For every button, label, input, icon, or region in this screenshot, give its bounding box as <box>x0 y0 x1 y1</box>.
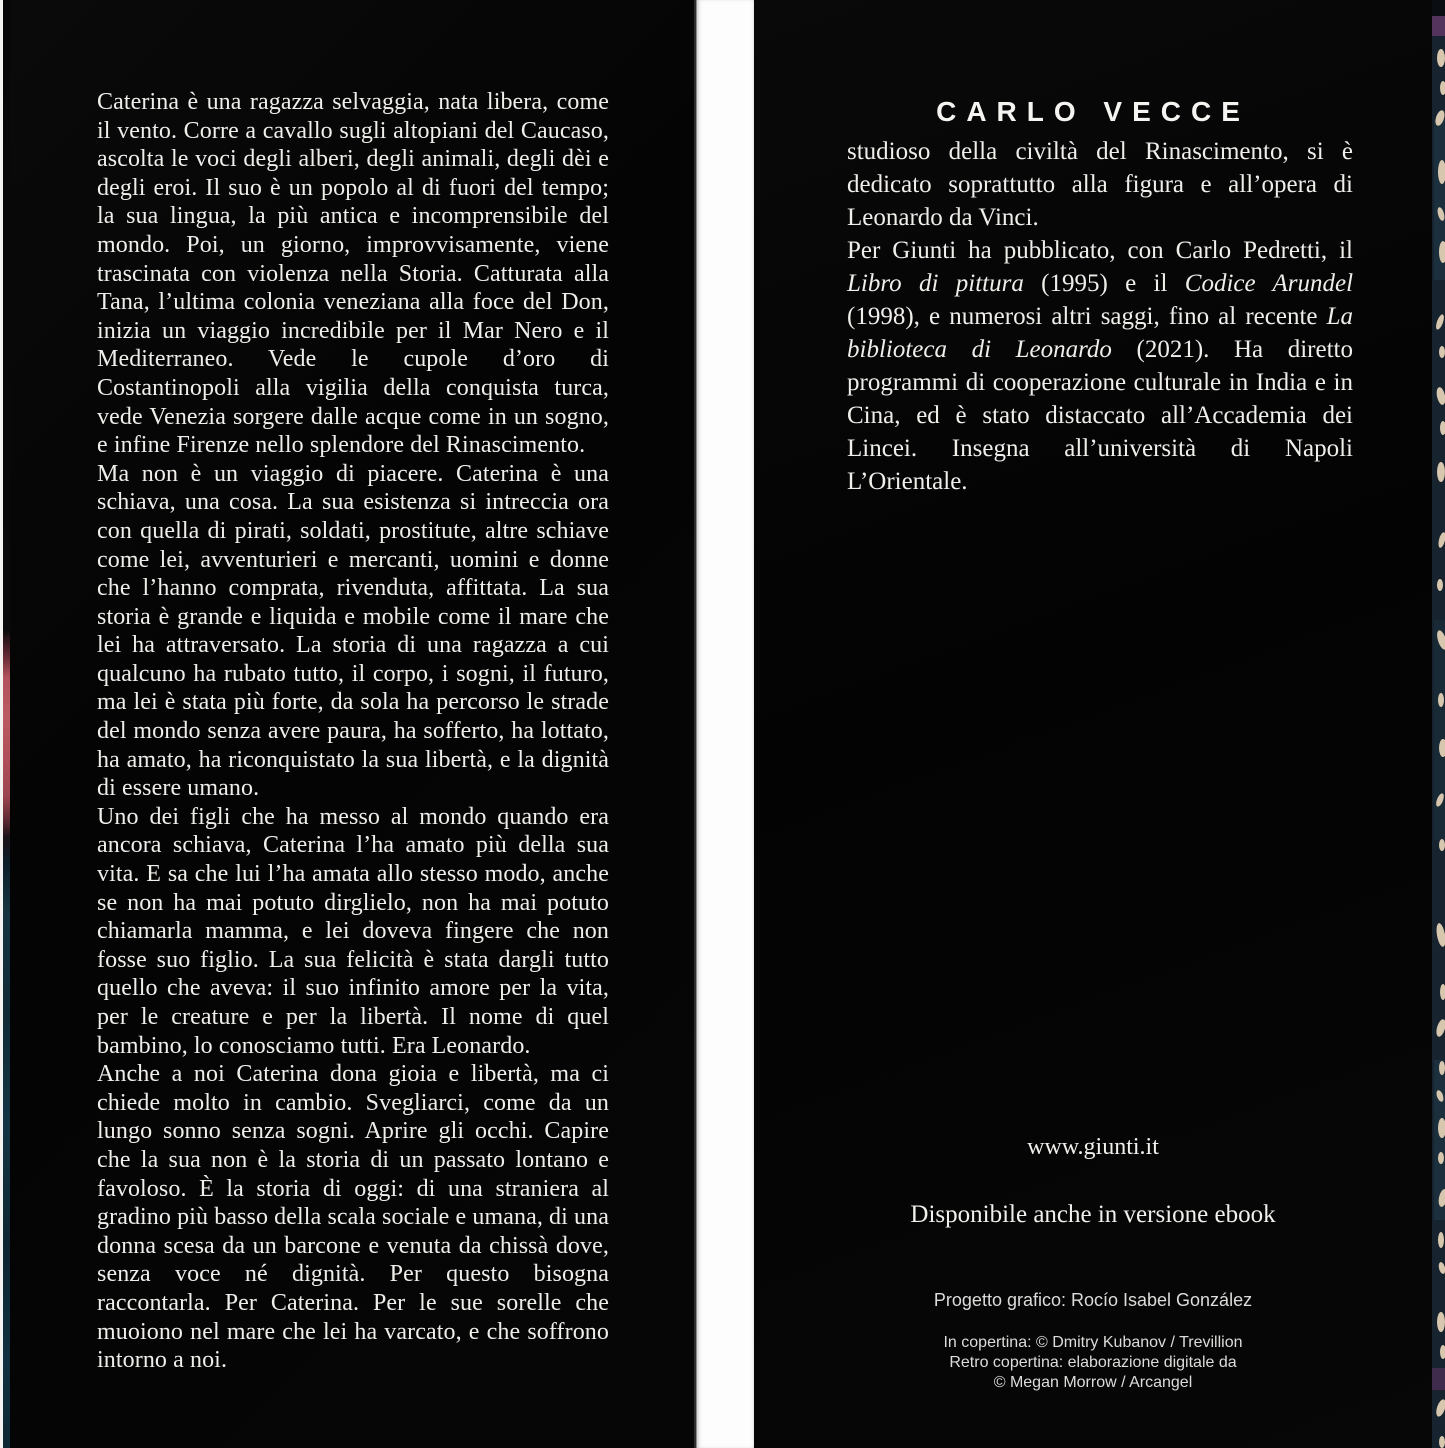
cover-spine-sliver <box>3 0 10 1448</box>
author-bio <box>847 135 1353 498</box>
back-cover-credit: Retro copertina: elaborazione digitale da <box>949 1354 1237 1371</box>
back-cover-credit: © Megan Morrow / Arcangel <box>993 1374 1193 1391</box>
author-name: CARLO VECCE <box>936 96 1250 127</box>
book-title-italic: La biblioteca di Leonardo <box>847 303 1353 363</box>
ebook-availability-note: Disponibile anche in versione ebook <box>910 1201 1276 1228</box>
center-page-gap <box>697 0 754 1448</box>
book-title-italic: Libro di pittura <box>847 270 1024 297</box>
synopsis-paragraph: Ma non è un viaggio di piacere. Caterina è una schiava, una cosa. La sua esistenza si intreccia ora con quella di pirati, soldati, prostitute, altre schiave come lei, avventurieri e mercanti, uomini e donne che l’hanno comprata, rivenduta, affittata. La sua storia è grande e liquida e mobile come il mare che lei ha attraversato. La storia di una ragazza a cui qualcuno ha rubato tutto, il corpo, i sogni, il futuro, ma lei è stata più forte, da sola ha percorso le strade del mondo senza avere paura, ha sofferto, ha lottato, ha amato, ha riconquistato la sua libertà, e la dignità di essere umano. <box>97 460 609 802</box>
bio-paragraph: Per Giunti ha pubblicato, con Carlo Pedretti, il Libro di pittura (1995) e il Codice Arundel (1998), e numerosi altri saggi, fino al recente La biblioteca di Leonardo (2021). Ha diretto programmi di cooperazione culturale in India e in Cina, ed è stato distaccato all’Accademia dei Lincei. Insegna all’università di Napoli L’Orientale. <box>847 237 1354 495</box>
cover-photo-credit: In copertina: © Dmitry Kubanov / Trevillion <box>943 1334 1243 1351</box>
cover-edge-pattern <box>1432 0 1445 1448</box>
synopsis-paragraph: Anche a noi Caterina dona gioia e libertà, ma ci chiede molto in cambio. Svegliarci, come da un lungo sonno senza sogni. Aprire gli occhi. Capire che la sua non è la storia di un passato lontano e favoloso. È la storia di oggi: di una straniera al gradino più basso della scala sociale e umana, di una donna scesa da un barcone e venuta da chissà dove, senza voce né dignità. Per questo bisogna raccontarla. Per Caterina. Per le sue sorelle che muoiono nel mare che lei ha varcato, e che soffrono intorno a noi. <box>97 1061 609 1374</box>
credits-block <box>754 1290 1432 1393</box>
synopsis-paragraph: Caterina è una ragazza selvaggia, nata libera, come il vento. Corre a cavallo sugli altopiani del Caucaso, ascolta le voci degli alberi, degli animali, degli dèi e degli eroi. Il suo è un popolo al di fuori del tempo; la sua lingua, la più antica e incomprensibile del mondo. Poi, un giorno, improvvisamente, viene trascinata con violenza nella Storia. Catturata alla Tana, l’ultima colonia veneziana alla foce del Don, inizia un viaggio incredibile per il Mar Nero e il Mediterraneo. Vede le cupole d’oro di Costantinopoli alla vigilia della conquista turca, vede Venezia sorgere dalle acque come in un sogno, e infine Firenze nello splendore del Rinascimento. <box>97 89 609 459</box>
publisher-website: www.giunti.it <box>1027 1134 1159 1160</box>
book-title-italic: Codice Arundel <box>1184 270 1354 297</box>
synopsis-text <box>97 88 609 1375</box>
bio-paragraph: studioso della civiltà del Rinascimento, si è dedicato soprattutto alla figura e all’opera di Leonardo da Vinci. <box>847 138 1353 231</box>
graphic-design-credit: Progetto grafico: Rocío Isabel González <box>933 1290 1253 1310</box>
right-flap-panel <box>754 0 1432 1448</box>
synopsis-paragraph: Uno dei figli che ha messo al mondo quando era ancora schiava, Caterina l’ha amato più della sua vita. E sa che lui l’ha amata allo stesso modo, anche se non ha mai potuto dirglielo, non ha mai potuto chiamarla mamma, e lei doveva fingere che non fosse suo figlio. La sua felicità è stata dargli tutto quello che aveva: il suo infinito amore per la vita, per le creature e per la libertà. Il nome di quel bambino, lo conosciamo tutti. Era Leonardo. <box>97 803 609 1059</box>
left-flap-panel <box>10 0 694 1448</box>
